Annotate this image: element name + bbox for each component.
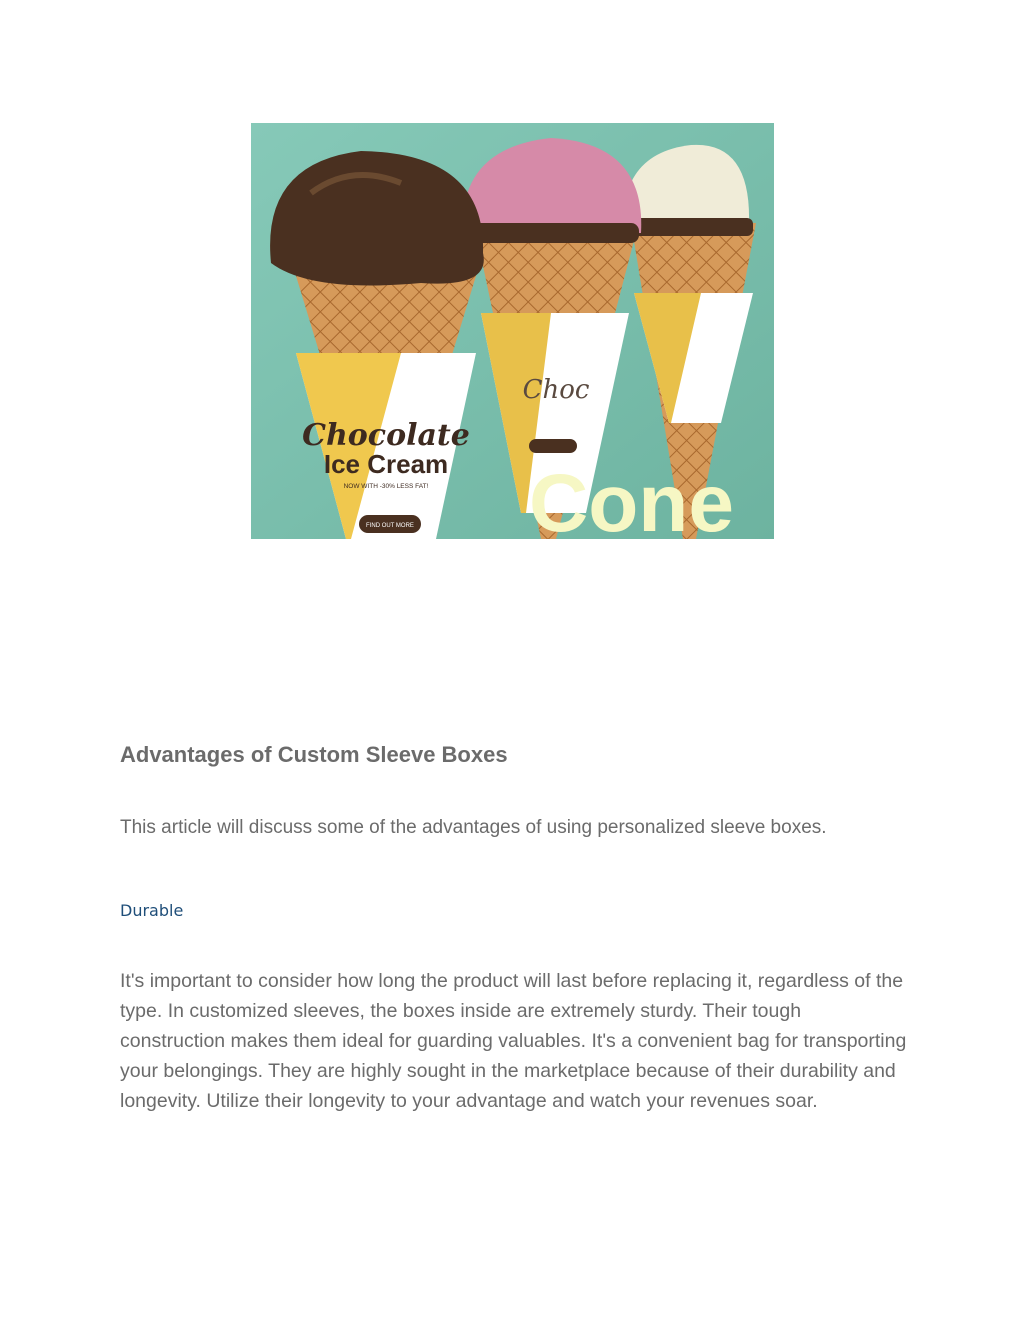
svg-text:Choc: Choc (522, 375, 590, 405)
article-title: Advantages of Custom Sleeve Boxes (120, 742, 508, 767)
label-tagline: NOW WITH -30% LESS FAT! (343, 483, 429, 490)
section-body-durable: It's important to consider how long the product will last before replacing it, regardless of the type. In customized sleeves, the boxes inside are extremely sturdy. Their tough construction makes them ideal for guarding valuables. It's a convenient bag for transporting your belongings. They are highly sought in the marketplace because of their durability and longevity. Utilize their longevity to your advantage and watch your revenues soar. (120, 970, 907, 1112)
label-product: Ice Cream (323, 449, 449, 479)
ice-cream-cones-illustration (251, 123, 774, 539)
label-button: FIND OUT MORE (366, 523, 414, 529)
cone-overlay-text: Cone (529, 458, 734, 539)
section-heading-durable: Durable (120, 901, 184, 920)
ice-cream-cones-image (251, 123, 774, 539)
article-intro: This article will discuss some of the advantages of using personalized sleeve boxes. (120, 817, 827, 838)
label-brand: Chocolate (302, 418, 470, 453)
